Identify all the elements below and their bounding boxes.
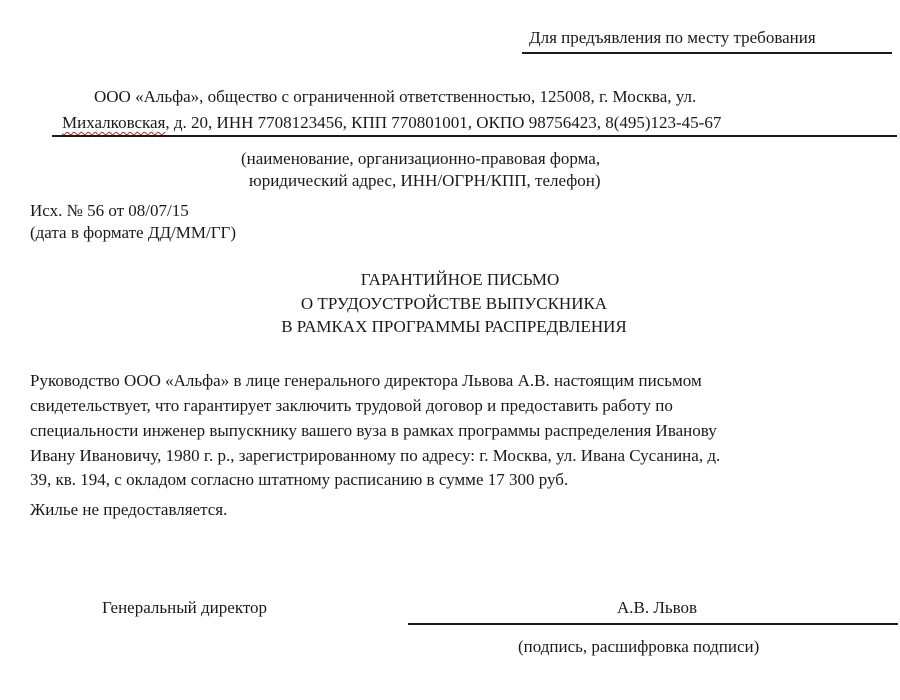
signer-name: А.В. Львов <box>617 598 698 617</box>
signature-caption: (подпись, расшифровка подписи) <box>518 637 760 656</box>
body-text-line: Руководство ООО «Альфа» в лице генерального директора Львова А.В. настоящим письмом <box>30 371 702 390</box>
signature-line <box>408 623 898 625</box>
document-title-line2: О ТРУДОУСТРОЙСТВЕ ВЫПУСКНИКА <box>300 294 608 313</box>
body-text-line: Ивану Ивановичу, 1980 г. р., зарегистрированному по адресу: г. Москва, ул. Ивана Сусанина, д. <box>30 446 721 465</box>
body-text-line: свидетельствует, что гарантирует заключить трудовой договор и предоставить работу по <box>30 396 673 415</box>
street-name: Михалковская <box>62 113 166 132</box>
date-format-hint: (дата в формате ДД/ММ/ГГ) <box>30 223 237 242</box>
header-underline <box>522 52 892 54</box>
housing-note: Жилье не предоставляется. <box>30 500 228 519</box>
outgoing-reference-number: Исх. № 56 от 08/07/15 <box>30 201 189 220</box>
document-title-line3: В РАМКАХ ПРОГРАММЫ РАСПРЕДВЛЕНИЯ <box>281 317 627 336</box>
body-text-line: специальности инженер выпускнику вашего вуза в рамках программы распределения Иванову <box>30 421 717 440</box>
company-details-line2 <box>62 113 721 133</box>
company-details-rest: , д. 20, ИНН 7708123456, КПП 770801001, ОКПО 98756423, 8(495)123-45-67 <box>165 113 722 132</box>
signer-position: Генеральный директор <box>102 598 268 617</box>
body-text-line: 39, кв. 194, с окладом согласно штатному расписанию в сумме 17 300 руб. <box>30 470 569 489</box>
company-caption-line1: (наименование, организационно-правовая форма, <box>241 149 601 168</box>
company-details-line1: ООО «Альфа», общество с ограниченной ответственностью, 125008, г. Москва, ул. <box>94 87 697 106</box>
document-title-line1: ГАРАНТИЙНОЕ ПИСЬМО <box>360 270 560 289</box>
company-caption-line2: юридический адрес, ИНН/ОГРН/КПП, телефон) <box>249 171 601 190</box>
company-underline <box>52 135 897 137</box>
header-note: Для предъявления по месту требования <box>529 28 816 47</box>
